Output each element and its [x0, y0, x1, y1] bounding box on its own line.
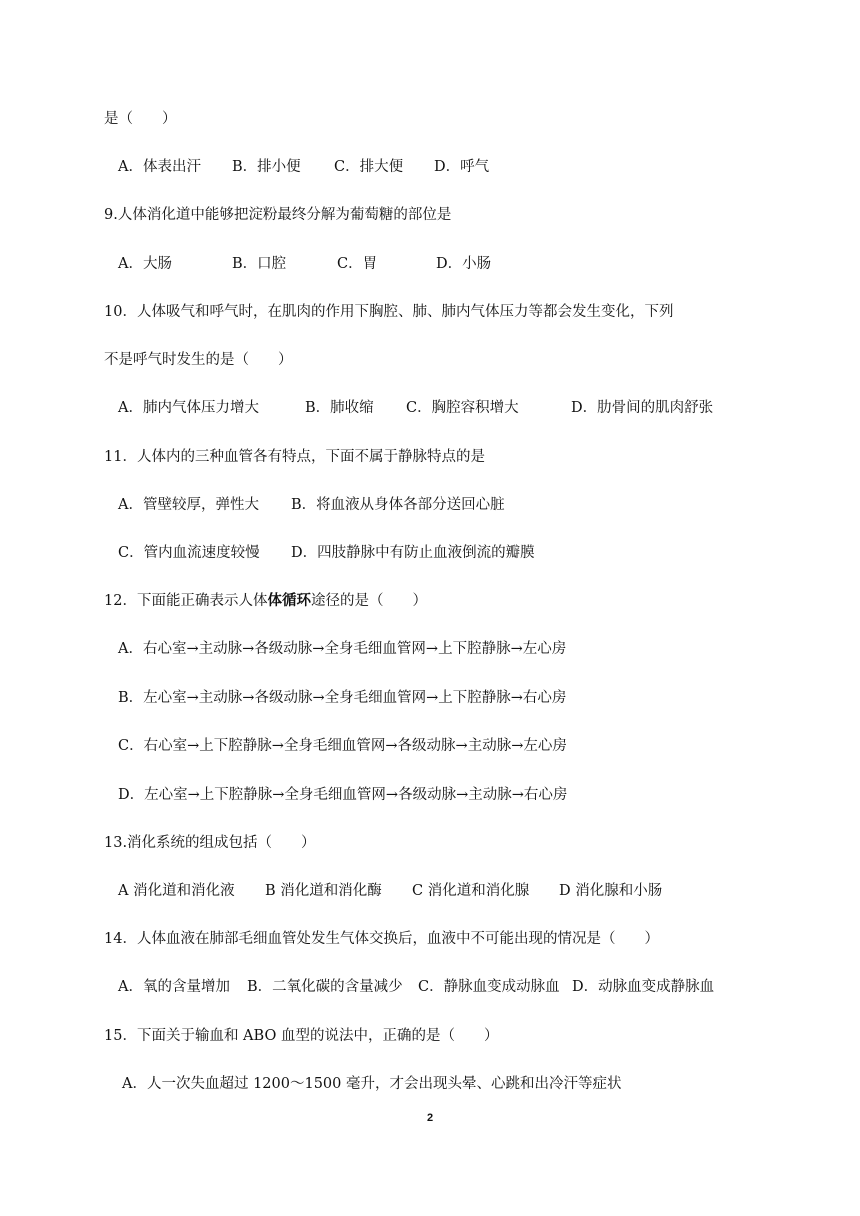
q8-option-a: A．体表出汗 — [118, 159, 201, 175]
q14-option-a: A．氧的含量增加 — [118, 979, 230, 995]
q13-option-c: C 消化道和消化腺 — [412, 883, 530, 899]
q10-option-b: B．肺收缩 — [305, 400, 374, 416]
q12-option-c: C．右心室→上下腔静脉→全身毛细血管网→各级动脉→主动脉→左心房 — [118, 738, 567, 754]
q10-option-a: A．肺内气体压力增大 — [118, 400, 259, 416]
q10-stem-line1: 10．人体吸气和呼气时，在肌肉的作用下胸腔、肺、肺内气体压力等都会发生变化，下列 — [104, 304, 674, 320]
q8-stem-tail: 是（ ） — [104, 111, 177, 127]
q11-option-d: D．四肢静脉中有防止血液倒流的瓣膜 — [291, 545, 535, 561]
q14-option-d: D．动脉血变成静脉血 — [572, 979, 715, 995]
q9-option-c: C．胃 — [337, 256, 378, 272]
q15-stem: 15．下面关于输血和 ABO 血型的说法中，正确的是（ ） — [104, 1028, 499, 1044]
q11-option-b: B．将血液从身体各部分送回心脏 — [291, 497, 505, 513]
q12-stem-post: 途径的是（ ） — [310, 593, 427, 609]
q14-option-c: C．静脉血变成动脉血 — [418, 979, 560, 995]
q14-option-b: B．二氧化碳的含量减少 — [247, 979, 403, 995]
q12-stem-pre: 12．下面能正确表示人体 — [104, 593, 268, 609]
q12-option-b: B．左心室→主动脉→各级动脉→全身毛细血管网→上下腔静脉→右心房 — [118, 690, 567, 706]
q12-stem-bold: 体循环 — [267, 592, 311, 609]
q10-option-d: D．肋骨间的肌肉舒张 — [571, 400, 714, 416]
q15-option-a: A．人一次失血超过 1200～1500 毫升，才会出现头晕、心跳和出冷汗等症状 — [122, 1076, 622, 1092]
q12-stem — [104, 591, 427, 611]
q13-option-d: D 消化腺和小肠 — [559, 883, 663, 899]
q8-option-b: B．排小便 — [232, 159, 301, 175]
q11-option-c: C．管内血流速度较慢 — [118, 545, 260, 561]
q9-option-d: D．小肠 — [436, 256, 492, 272]
q13-option-a: A 消化道和消化液 — [118, 883, 235, 899]
q13-option-b: B 消化道和消化酶 — [265, 883, 382, 899]
q12-option-d: D．左心室→上下腔静脉→全身毛细血管网→各级动脉→主动脉→右心房 — [118, 787, 568, 803]
q8-option-d: D．呼气 — [434, 159, 490, 175]
q9-option-a: A．大肠 — [118, 256, 172, 272]
q13-stem: 13.消化系统的组成包括（ ） — [104, 835, 316, 851]
q12-option-a: A．右心室→主动脉→各级动脉→全身毛细血管网→上下腔静脉→左心房 — [118, 641, 567, 657]
q9-option-b: B．口腔 — [232, 256, 287, 272]
q9-stem: 9.人体消化道中能够把淀粉最终分解为葡萄糖的部位是 — [104, 207, 452, 223]
q11-option-a: A．管壁较厚，弹性大 — [118, 497, 259, 513]
q10-option-c: C．胸腔容积增大 — [406, 400, 519, 416]
q14-stem: 14．人体血液在肺部毛细血管处发生气体交换后，血液中不可能出现的情况是（ ） — [104, 931, 659, 947]
q11-stem: 11．人体内的三种血管各有特点，下面不属于静脉特点的是 — [104, 449, 485, 465]
q8-option-c: C．排大便 — [334, 159, 404, 175]
page-number: 2 — [426, 1112, 434, 1124]
q10-stem-line2: 不是呼气时发生的是（ ） — [104, 352, 293, 368]
